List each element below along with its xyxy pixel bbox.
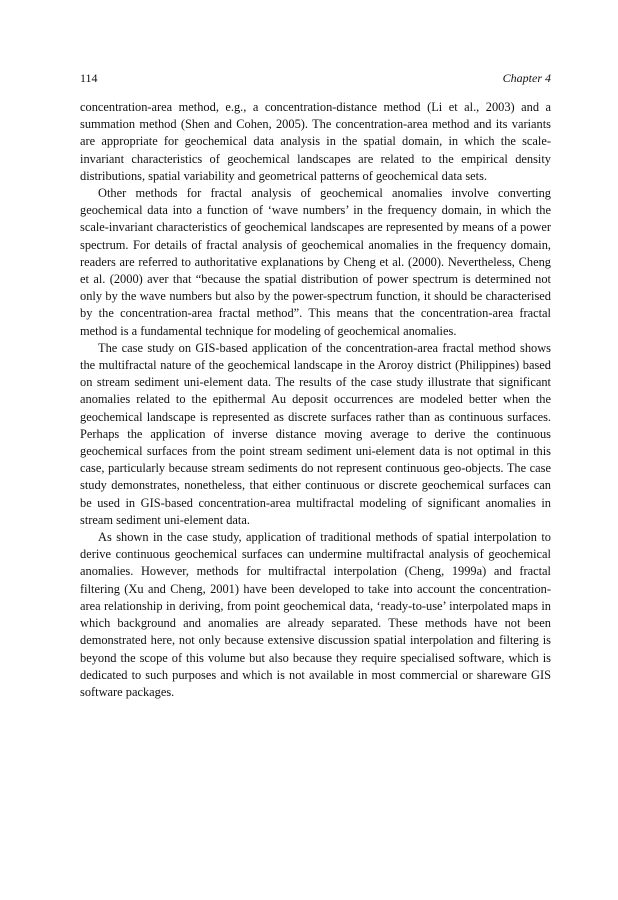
page-number: 114 bbox=[80, 71, 98, 85]
paragraph: The case study on GIS-based application of the concentration-area fractal method shows the multifractal nature of the geochemical landscape in the Aroroy district (Philippines) based on stream sediment uni-element data. The results of the case study illustrate that significant anomalies related to the epithermal Au deposit occurrences are modeled better when the geochemical landscape is represented as discrete surfaces rather than as continuous surfaces. Perhaps the application of inverse distance moving average to derive the continuous geochemical surfaces from the point stream sediment uni-element data is not optimal in this case, particularly because stream sediments do not represent continuous geo-objects. The case study demonstrates, nonetheless, that either continuous or discrete geochemical surfaces can be used in GIS-based concentration-area multifractal modeling of significant anomalies in stream sediment uni-element data. bbox=[80, 340, 551, 527]
paragraph: As shown in the case study, application of traditional methods of spatial interpolation to derive continuous geochemical surfaces can undermine multifractal analysis of geochemical anomalies. However, methods for multifractal interpolation (Cheng, 1999a) and fractal filtering (Xu and Cheng, 2001) have been developed to take into account the concentration-area relationship in deriving, from point geochemical data, ‘ready-to-use’ interpolated maps in which background and anomalies are already separated. These methods have not been demonstrated here, not only because extensive discussion spatial interpolation and filtering is beyond the scope of this volume but also because they require specialised software, which is dedicated to such purposes and which is not available in most commercial or shareware GIS software packages. bbox=[80, 530, 551, 699]
page-header bbox=[80, 70, 551, 86]
running-head: Chapter 4 bbox=[502, 71, 551, 85]
paragraph: Other methods for fractal analysis of geochemical anomalies involve converting geochemical data into a function of ‘wave numbers’ in the frequency domain, in which the scale-invariant characteristics of geochemical landscapes are represented by means of a power spectrum. For details of fractal analysis of geochemical anomalies in the frequency domain, readers are referred to authoritative explanations by Cheng et al. (2000). Nevertheless, Cheng et al. (2000) aver that “because the spatial distribution of power spectrum is determined not only by the wave numbers but also by the power-spectrum function, it should be characterised by the concentration-area fractal method”. This means that the concentration-area fractal method is a fundamental technique for modeling of geochemical anomalies. bbox=[80, 186, 551, 338]
paragraph-continued: concentration-area method, e.g., a concentration-distance method (Li et al., 2003) and a summation method (Shen and Cohen, 2005). The concentration-area method and its variants are appropriate for geochemical data analysis in the spatial domain, in which the scale-invariant characteristics of geochemical landscapes are related to the empirical density distributions, spatial variability and geometrical patterns of geochemical data sets. bbox=[80, 100, 551, 183]
body-text bbox=[80, 99, 551, 701]
